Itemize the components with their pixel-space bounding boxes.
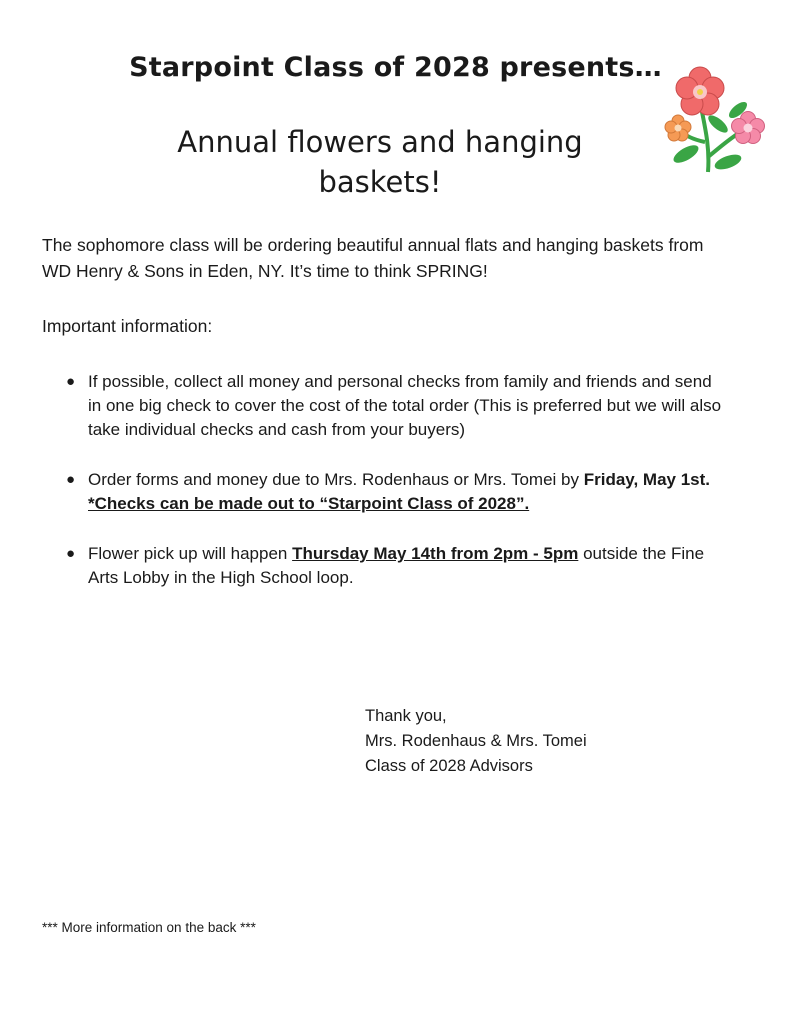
page-subtitle: Annual flowers and hanging baskets! bbox=[177, 125, 583, 199]
due-date: Friday, May 1st. bbox=[583, 470, 711, 489]
signature-line: Class of 2028 Advisors bbox=[365, 757, 533, 775]
page-title: Starpoint Class of 2028 presents… bbox=[129, 52, 662, 83]
checks-payable-note: *Checks can be made out to “Starpoint Class of 2028”. bbox=[88, 494, 530, 513]
signature-line: Mrs. Rodenhaus & Mrs. Tomei bbox=[365, 732, 587, 750]
flowers-icon bbox=[660, 62, 768, 177]
signature-block bbox=[365, 704, 587, 779]
pickup-time: Thursday May 14th from 2pm - 5pm bbox=[292, 544, 579, 563]
intro-paragraph: The sophomore class will be ordering beautiful annual flats and hanging baskets from WD Henry & Sons in Eden, NY. It’s time to think SPRING! bbox=[42, 235, 704, 281]
footer-note: *** More information on the back *** bbox=[42, 920, 256, 935]
important-heading: Important information: bbox=[42, 316, 213, 336]
bullet-text: outside the Fine Arts Lobby in the High School loop. bbox=[88, 544, 705, 587]
bullet-text: Flower pick up will happen bbox=[88, 544, 293, 563]
list-item bbox=[66, 468, 726, 516]
bullet-icon: ● bbox=[66, 545, 76, 562]
bullet-text: If possible, collect all money and personal checks from family and friends and send in one big check to cover the cost of the total order (This is preferred but we will also take individual checks and cash from your buyers) bbox=[88, 372, 722, 439]
list-item bbox=[66, 370, 726, 442]
bullet-icon: ● bbox=[66, 471, 76, 488]
bullet-icon: ● bbox=[66, 373, 76, 390]
info-list bbox=[66, 370, 726, 616]
signature-line: Thank you, bbox=[365, 707, 447, 725]
list-item bbox=[66, 542, 726, 590]
bullet-text: Order forms and money due to Mrs. Rodenhaus or Mrs. Tomei by bbox=[88, 470, 584, 489]
